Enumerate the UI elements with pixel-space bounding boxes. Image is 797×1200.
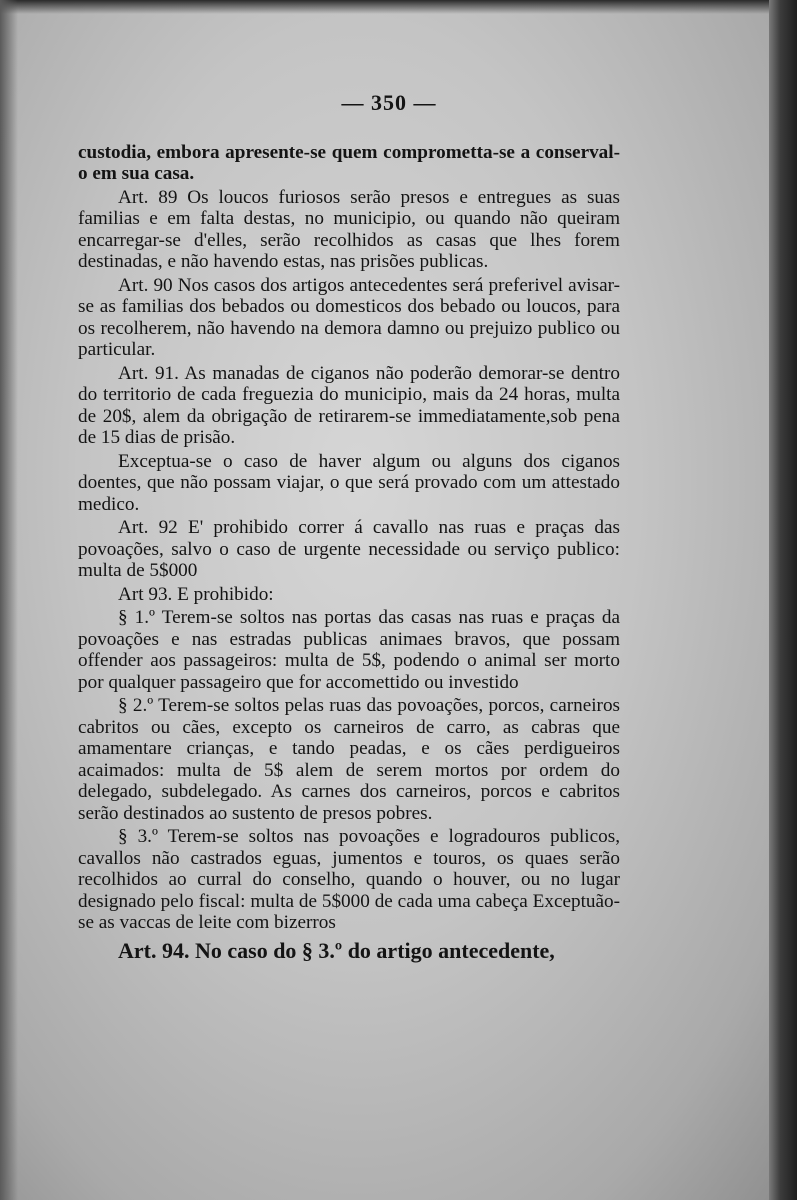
article-89: Art. 89 Os loucos furiosos serão presos e entregues as suas familias e em falta destas, no municipio, ou quando não queiram encarregar-se d'elles, serão recolhidos as casas que lhes forem destinadas, e não havendo estas, nas prisões publicas. xyxy=(78,186,620,272)
article-93-paragraph-3: § 3.º Terem-se soltos nas povoações e logradouros publicos, cavallos não castrados eguas, jumentos e touros, os quaes serão recolhidos ao curral do conselho, quando o houver, ou no lugar designado pelo fiscal: multa de 5$000 de cada uma cabeça Exceptuão-se as vaccas de leite com bizerros xyxy=(78,826,620,933)
page-number: — 350 — xyxy=(158,92,620,114)
article-93-paragraph-1: § 1.º Terem-se soltos nas portas das casas nas ruas e praças da povoações e nas estradas publicas animaes bravos, que possam offender aos passageiros: multa de 5$, podendo o animal ser morto por qualquer passageiro que for accomettido ou investido xyxy=(78,607,620,693)
page-left-shadow xyxy=(0,0,18,1200)
article-90: Art. 90 Nos casos dos artigos antecedentes será preferivel avisar-se as familias dos bebados ou domesticos dos bebado ou loucos, para os recolherem, não havendo na demora damno ou prejuizo publico ou particular. xyxy=(78,274,620,360)
paragraph-continuation: custodia, embora apresente-se quem compromettа-se a conserval-o em sua casa. xyxy=(78,141,620,184)
page-text-block xyxy=(78,92,620,963)
article-94-heading: Art. 94. No caso do § 3.º do artigo antecedente, xyxy=(118,937,555,963)
article-91-exception: Exceptua-se o caso de haver algum ou alguns dos ciganos doentes, que não possam viajar, o que será provado com um attestado medico. xyxy=(78,450,620,515)
article-91: Art. 91. As manadas de ciganos não poderão demorar-se dentro do territorio de cada freguezia do municipio, mais da 24 horas, multa de 20$, alem da obrigação de retirarem-se immediatamente,sob pena de 15 dias de prisão. xyxy=(78,362,620,448)
book-gutter-shadow xyxy=(769,0,797,1200)
page-top-shadow xyxy=(0,0,797,14)
article-93-paragraph-2: § 2.º Terem-se soltos pelas ruas das povoações, porcos, carneiros cabritos ou cães, excepto os carneiros de carro, as cabras que amamentare crianças, e tando peadas, e os cães perdigueiros acaimados: multa de 5$ alem de serem mortos por ordem do delegado, subdelegado. As carnes dos carneiros, porcos e cabritos serão destinados ao sustento de presos pobres. xyxy=(78,695,620,824)
article-93: Art 93. E prohibido: xyxy=(118,583,274,605)
article-92: Art. 92 E' prohibido correr á cavallo nas ruas e praças das povoações, salvo o caso de urgente necessidade ou serviço publico: multa de 5$000 xyxy=(78,517,620,581)
